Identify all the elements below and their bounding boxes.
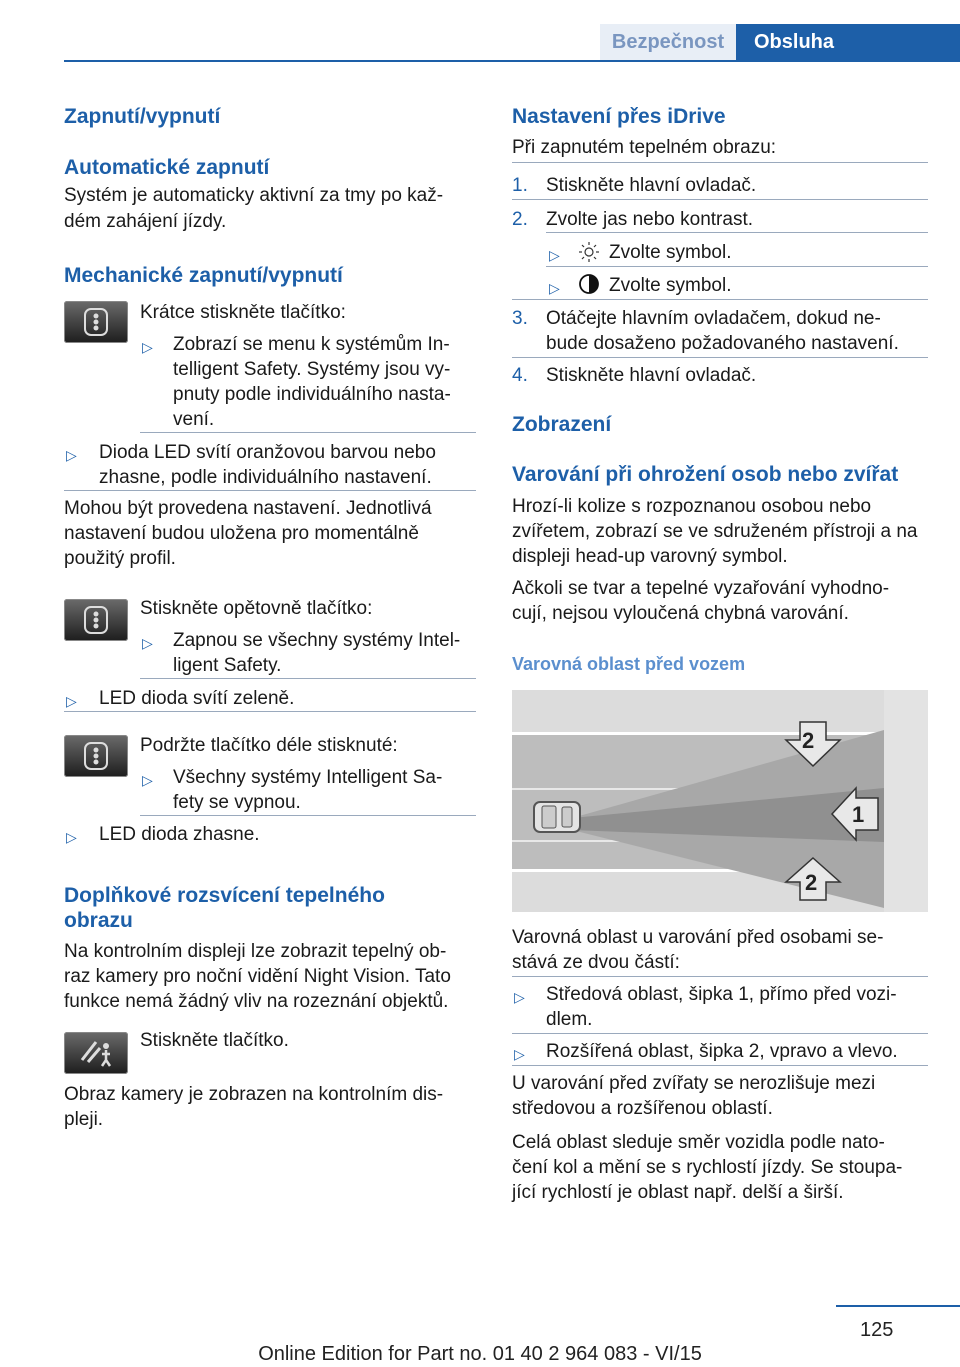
warning-text-3: displeji head-up varovný symbol. — [512, 546, 788, 567]
sub-step-1: Zvolte symbol. — [609, 242, 732, 263]
warning-text-4: Ačkoli se tvar a tepelné vyzařování vyhodno‐ — [512, 578, 890, 599]
safety-button-icon — [64, 599, 128, 641]
bullet-triangle-icon: ▷ — [66, 447, 77, 463]
idrive-intro: Při zapnutém tepelném obrazu: — [512, 137, 777, 158]
auto-text-1: Systém je automaticky aktivní za tmy po kaž‐ — [64, 185, 444, 206]
press-again-text: Stiskněte opětovně tlačítko: — [140, 598, 373, 619]
bullet-triangle-icon: ▷ — [142, 339, 153, 355]
divider — [512, 299, 928, 300]
bullet-3-line-1: Zapnou se všechny systémy Intel‐ — [173, 630, 461, 651]
brightness-icon — [578, 241, 600, 263]
divider — [140, 815, 476, 816]
footer-rule — [836, 1305, 960, 1307]
step-number: 1. — [512, 175, 528, 196]
extra-text-1: Na kontrolním displeji lze zobrazit tepelný ob‐ — [64, 941, 447, 962]
area-text-1: Varovná oblast u varování před osobami se‐ — [512, 927, 884, 948]
bullet-1-line-3: pnuty podle individuálního nasta‐ — [173, 384, 451, 405]
press-hold-text: Podržte tlačítko déle stisknuté: — [140, 735, 398, 756]
bullet-triangle-icon: ▷ — [66, 829, 77, 845]
heading-on-off: Zapnutí/vypnutí — [64, 105, 221, 128]
divider — [140, 432, 476, 433]
bullet-5-line-2: fety se vypnou. — [173, 792, 301, 813]
divider — [64, 490, 476, 491]
bullet-1-line-4: vení. — [173, 409, 215, 430]
arrow-label-2-bottom: 2 — [805, 870, 818, 895]
heading-extra-2: obrazu — [64, 909, 133, 932]
bullet-triangle-icon: ▷ — [514, 1046, 525, 1062]
area-text-2: stává ze dvou částí: — [512, 952, 680, 973]
area-bullet-1-line-1: Středová oblast, šipka 1, přímo před vozi‐ — [546, 984, 897, 1005]
step-2: Zvolte jas nebo kontrast. — [546, 209, 753, 230]
para-3-line-2: čení kol a mění se s rychlostí jízdy. Se stoupa‐ — [512, 1157, 903, 1178]
bullet-1-line-1: Zobrazí se menu k systémům In‐ — [173, 334, 450, 355]
safety-button-icon — [64, 301, 128, 343]
step-number: 3. — [512, 308, 528, 329]
bullet-triangle-icon: ▷ — [549, 280, 560, 296]
footer-edition: Online Edition for Part no. 01 40 2 964 083 - VI/15 — [258, 1343, 702, 1365]
divider — [512, 976, 928, 977]
bullet-triangle-icon: ▷ — [549, 247, 560, 263]
night-vision-button-icon — [64, 1032, 128, 1074]
heading-warning-area: Varovná oblast před vozem — [512, 654, 746, 674]
tab-safety[interactable]: Bezpečnost — [600, 24, 736, 60]
para-2-line-1: U varování před zvířaty se nerozlišuje mezi — [512, 1073, 876, 1094]
divider — [512, 1033, 928, 1034]
arrow-label-2-top: 2 — [802, 728, 815, 753]
heading-idrive: Nastavení přes iDrive — [512, 105, 726, 128]
contrast-icon — [578, 273, 600, 295]
heading-warning: Varování při ohrožení osob nebo zvířat — [512, 463, 899, 486]
step-3-line-2: bude dosaženo požadovaného nastavení. — [546, 333, 899, 354]
para-3-line-1: Celá oblast sleduje směr vozidla podle nato‐ — [512, 1132, 885, 1153]
step-1: Stiskněte hlavní ovladač. — [546, 175, 757, 196]
press-button-text: Stiskněte tlačítko. — [140, 1030, 289, 1051]
step-4: Stiskněte hlavní ovladač. — [546, 365, 757, 386]
press-short-text: Krátce stiskněte tlačítko: — [140, 302, 346, 323]
extra-text-3: funkce nemá žádný vliv na rozeznání objektů. — [64, 991, 449, 1012]
para-2-line-2: středovou a rozšířenou oblastí. — [512, 1098, 773, 1119]
safety-button-icon — [64, 735, 128, 777]
header-rule — [64, 60, 960, 62]
bullet-2-line-2: zhasne, podle individuálního nastavení. — [99, 467, 432, 488]
divider — [512, 199, 928, 200]
para-1-line-3: použitý profil. — [64, 548, 176, 569]
bullet-4: LED dioda svítí zeleně. — [99, 688, 295, 709]
step-3-line-1: Otáčejte hlavním ovladačem, dokud ne‐ — [546, 308, 881, 329]
warning-text-1: Hrozí-li kolize s rozpoznanou osobou nebo — [512, 496, 872, 517]
camera-text-2: pleji. — [64, 1109, 104, 1130]
divider — [140, 678, 476, 679]
bullet-triangle-icon: ▷ — [66, 693, 77, 709]
bullet-2-line-1: Dioda LED svítí oranžovou barvou nebo — [99, 442, 436, 463]
divider — [546, 232, 928, 233]
divider — [64, 711, 476, 712]
divider — [512, 357, 928, 358]
heading-manual: Mechanické zapnutí/vypnutí — [64, 264, 343, 287]
warning-text-2: zvířetem, zobrazí se ve sdruženém přístroji a na — [512, 521, 918, 542]
extra-text-2: raz kamery pro noční vidění Night Vision. Tato — [64, 966, 451, 987]
bullet-1-line-2: telligent Safety. Systémy jsou vy‐ — [173, 359, 451, 380]
arrow-label-1: 1 — [852, 802, 865, 827]
heading-extra-1: Doplňkové rozsvícení tepelného — [64, 884, 385, 907]
camera-text-1: Obraz kamery je zobrazen na kontrolním dis‐ — [64, 1084, 444, 1105]
area-bullet-2: Rozšířená oblast, šipka 2, vpravo a vlevo. — [546, 1041, 898, 1062]
bullet-triangle-icon: ▷ — [142, 635, 153, 651]
bullet-6: LED dioda zhasne. — [99, 824, 260, 845]
para-1-line-2: nastavení budou uložena pro momentálně — [64, 523, 419, 544]
divider — [512, 162, 928, 163]
para-3-line-3: jící rychlostí je oblast např. delší a širší. — [512, 1182, 844, 1203]
bullet-3-line-2: ligent Safety. — [173, 655, 282, 676]
para-1-line-1: Mohou být provedena nastavení. Jednotlivá — [64, 498, 432, 519]
heading-display: Zobrazení — [512, 413, 612, 436]
warning-text-5: cují, nejsou vyloučená chybná varování. — [512, 603, 849, 624]
bullet-triangle-icon: ▷ — [514, 989, 525, 1005]
page-number: 125 — [860, 1319, 894, 1341]
bullet-5-line-1: Všechny systémy Intelligent Sa‐ — [173, 767, 443, 788]
step-number: 2. — [512, 209, 528, 230]
tab-operation[interactable]: Obsluha — [736, 24, 960, 60]
area-bullet-1-line-2: dlem. — [546, 1009, 593, 1030]
divider — [512, 1065, 928, 1066]
auto-text-2: dém zahájení jízdy. — [64, 211, 227, 232]
divider — [546, 266, 928, 267]
bullet-triangle-icon: ▷ — [142, 772, 153, 788]
sub-step-2: Zvolte symbol. — [609, 275, 732, 296]
step-number: 4. — [512, 365, 528, 386]
warning-area-diagram — [512, 690, 928, 912]
heading-automatic: Automatické zapnutí — [64, 156, 270, 179]
